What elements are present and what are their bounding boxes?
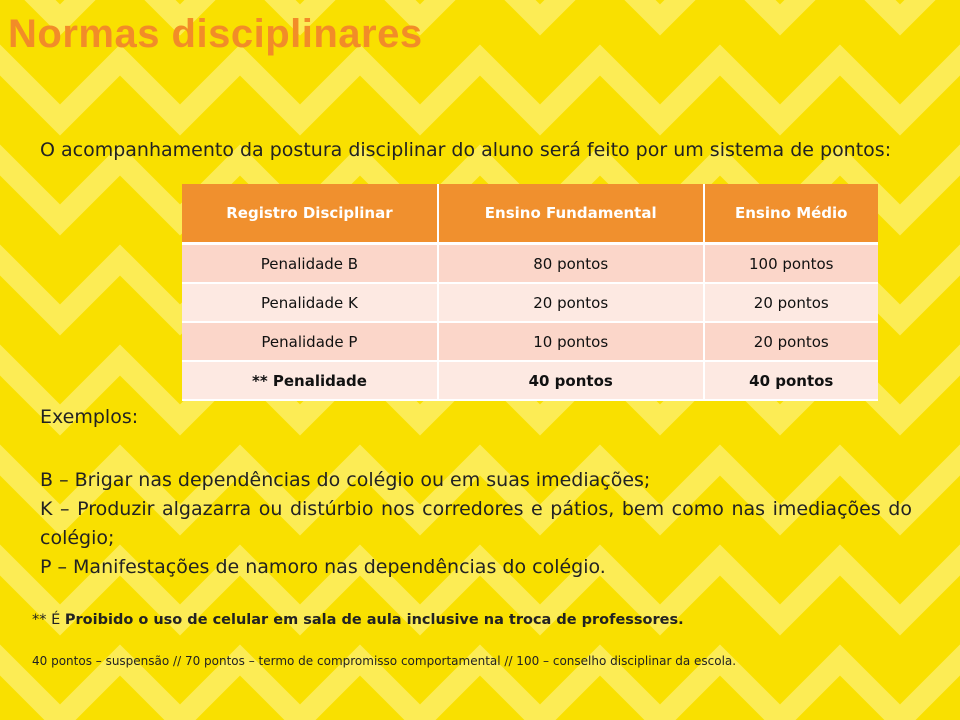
- example-item: K – Produzir algazarra ou distúrbio nos corredores e pátios, bem como nas imediações do colégio;: [40, 498, 912, 549]
- table-row: [182, 361, 878, 400]
- table-cell: 20 pontos: [704, 322, 878, 361]
- example-item: B – Brigar nas dependências do colégio ou em suas imediações;: [40, 469, 651, 491]
- table-cell: 40 pontos: [704, 361, 878, 400]
- table-header-cell: Ensino Médio: [704, 184, 878, 244]
- table-cell: 20 pontos: [704, 283, 878, 322]
- table-cell: Penalidade K: [182, 283, 438, 322]
- table-header-cell: Ensino Fundamental: [438, 184, 704, 244]
- table-cell: Penalidade P: [182, 322, 438, 361]
- points-table: [182, 184, 878, 401]
- table-header-row: [182, 184, 878, 244]
- table-cell: 20 pontos: [438, 283, 704, 322]
- points-legend-footer: 40 pontos – suspensão // 70 pontos – termo de compromisso comportamental // 100 – conselho disciplinar da escola.: [32, 654, 737, 668]
- page-title: Normas disciplinares: [8, 12, 423, 56]
- table-cell: ** Penalidade: [182, 361, 438, 400]
- note-bold-text: Proibido o uso de celular em sala de aula inclusive na troca de professores.: [64, 612, 684, 628]
- phone-rule-note: [32, 612, 684, 628]
- example-item: P – Manifestações de namoro nas dependências do colégio.: [40, 556, 606, 578]
- table-cell: 10 pontos: [438, 322, 704, 361]
- table-cell: Penalidade B: [182, 244, 438, 284]
- intro-paragraph: O acompanhamento da postura disciplinar do aluno será feito por um sistema de pontos:: [40, 139, 892, 161]
- table-cell: 80 pontos: [438, 244, 704, 284]
- table-row: [182, 283, 878, 322]
- table-row: [182, 322, 878, 361]
- table-row: [182, 244, 878, 284]
- table-header-cell: Registro Disciplinar: [182, 184, 438, 244]
- note-prefix: ** É: [32, 612, 65, 628]
- examples-list: [40, 466, 912, 582]
- table-cell: 40 pontos: [438, 361, 704, 400]
- examples-heading: Exemplos:: [40, 406, 139, 428]
- table-cell: 100 pontos: [704, 244, 878, 284]
